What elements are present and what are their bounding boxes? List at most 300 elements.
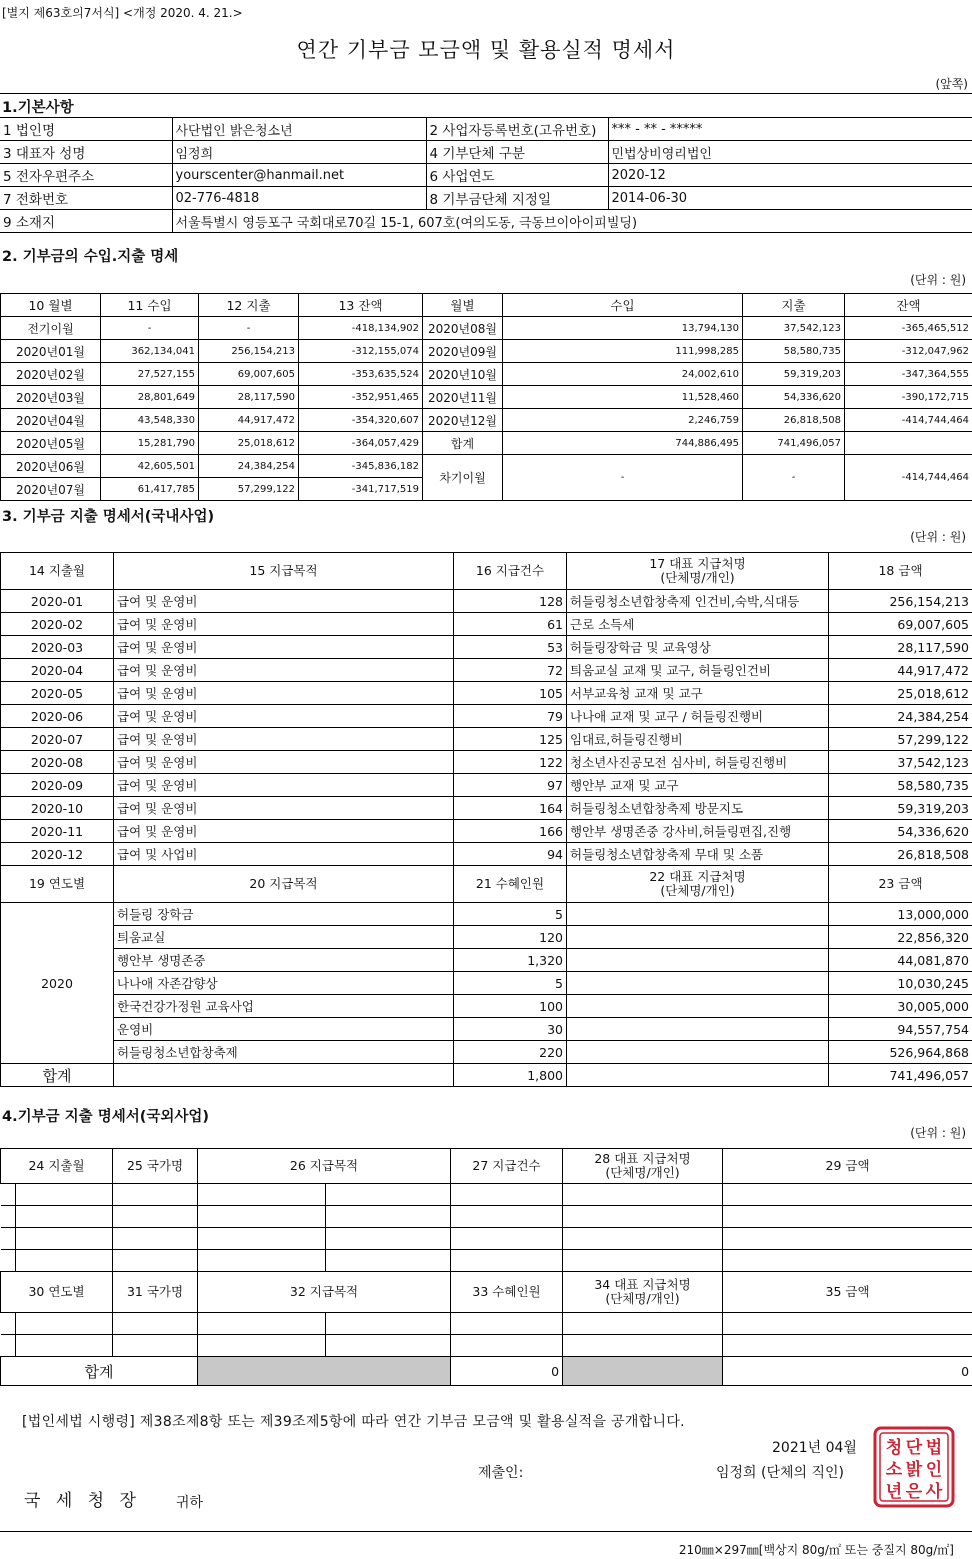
column-header: 22 대표 지급처명 (단체명/개인) [567, 866, 829, 903]
amount-cell: -352,951,465 [299, 386, 423, 409]
amount-cell: 24,002,610 [503, 363, 743, 386]
empty-cell [113, 1335, 198, 1357]
empty-cell [198, 1206, 326, 1228]
basic-row [0, 187, 972, 210]
basic-row [0, 118, 972, 141]
column-header: 32 지급목적 [198, 1272, 451, 1313]
month-cell: 2020년10월 [423, 363, 503, 386]
unit-label: (단위 : 원) [910, 273, 966, 287]
unit-label: (단위 : 원) [910, 1126, 966, 1140]
overseas-header-row [1, 1149, 972, 1184]
amount-cell: 10,030,245 [829, 972, 972, 995]
recipient-cell: 행안부 교재 및 교구 [567, 774, 829, 797]
recipient-cell: 허들링장학금 및 교육영상 [567, 636, 829, 659]
domestic-row [1, 590, 972, 613]
amount-cell: 26,818,508 [743, 409, 845, 432]
column-header: 25 국가명 [113, 1149, 198, 1184]
empty-cell [16, 1206, 113, 1228]
recipient-cell: 청소년사진공모전 심사비, 허들링진행비 [567, 751, 829, 774]
empty-cell [113, 1250, 198, 1272]
overseas-empty-row [1, 1228, 972, 1250]
domestic-year-row [1, 1018, 972, 1041]
empty-cell [451, 1313, 563, 1335]
amount-cell: 42,605,501 [101, 455, 199, 478]
month-cell: 2020-04 [1, 659, 114, 682]
empty-cell [113, 1184, 198, 1206]
section-overseas-title: 4.기부금 지출 명세서(국외사업) [2, 1109, 210, 1125]
front-page-label: (앞쪽) [935, 77, 968, 91]
empty-cell [1, 1228, 16, 1250]
recipient-cell [567, 972, 829, 995]
count-cell: 79 [454, 705, 567, 728]
recipient-cell: 임대료,허들링진행비 [567, 728, 829, 751]
empty-cell [563, 1250, 723, 1272]
basic-row [0, 164, 972, 187]
empty-cell [723, 1313, 972, 1335]
amount-cell: 30,005,000 [829, 995, 972, 1018]
address-value: 서울특별시 영등포구 국회대로70길 15-1, 607호(여의도동, 극동브이아이피빌딩) [172, 210, 972, 233]
amount-cell: -414,744,464 [845, 455, 972, 501]
month-cell: 2020-05 [1, 682, 114, 705]
column-header: 지출 [743, 294, 845, 317]
basic-info-table [0, 117, 972, 233]
empty-cell [16, 1313, 113, 1335]
field-label: 7 전화번호 [0, 187, 172, 210]
amount-cell: 43,548,330 [101, 409, 199, 432]
column-header: 33 수혜인원 [451, 1272, 563, 1313]
flow-row [1, 409, 972, 432]
count-cell: 94 [454, 843, 567, 866]
overseas-header-row [1, 1272, 972, 1313]
domestic-row [1, 659, 972, 682]
recipient-cell: 허들링청소년합창축제 방문지도 [567, 797, 829, 820]
month-cell: 2020-02 [1, 613, 114, 636]
purpose-cell: 급여 및 운영비 [114, 797, 454, 820]
amount-cell: -414,744,464 [845, 409, 972, 432]
month-cell: 2020년01월 [1, 340, 101, 363]
domestic-row [1, 797, 972, 820]
amount-cell: 13,000,000 [829, 903, 972, 926]
divider [0, 93, 972, 94]
month-cell: 2020년12월 [423, 409, 503, 432]
empty-cell [451, 1335, 563, 1357]
empty-cell [326, 1228, 451, 1250]
amount-cell: 69,007,605 [199, 363, 299, 386]
year-cell: 2020 [1, 903, 114, 1064]
overseas-empty-row [1, 1206, 972, 1228]
field-label: 6 사업연도 [426, 164, 608, 187]
amount-cell: 58,580,735 [743, 340, 845, 363]
empty-cell [198, 1228, 326, 1250]
recipient-cell [567, 903, 829, 926]
purpose-cell: 급여 및 운영비 [114, 820, 454, 843]
month-cell: 2020-08 [1, 751, 114, 774]
column-header: 31 국가명 [113, 1272, 198, 1313]
month-cell: 2020-10 [1, 797, 114, 820]
field-label: 9 소재지 [0, 210, 172, 233]
amount-cell: 54,336,620 [829, 820, 972, 843]
count-cell: 5 [454, 903, 567, 926]
field-label: 5 전자우편주소 [0, 164, 172, 187]
amount-cell: 28,801,649 [101, 386, 199, 409]
recipient: 국 세 청 장 [24, 1491, 141, 1511]
count-cell: 122 [454, 751, 567, 774]
amount-cell: 44,917,472 [829, 659, 972, 682]
month-cell: 2020년05월 [1, 432, 101, 455]
empty-cell [16, 1228, 113, 1250]
flow-row [1, 432, 972, 455]
recipient-cell [567, 1041, 829, 1064]
total-count: 0 [451, 1357, 563, 1386]
purpose-cell: 행안부 생명존중 [114, 949, 454, 972]
empty-cell [326, 1335, 451, 1357]
amount-cell: 24,384,254 [199, 455, 299, 478]
column-header: 24 지출월 [1, 1149, 113, 1184]
column-header: 20 지급목적 [114, 866, 454, 903]
month-cell: 전기이월 [1, 317, 101, 340]
amount-cell: -347,364,555 [845, 363, 972, 386]
count-cell: 5 [454, 972, 567, 995]
purpose-cell: 급여 및 운영비 [114, 590, 454, 613]
empty-cell [563, 1313, 723, 1335]
empty-cell [1, 1313, 16, 1335]
column-header: 27 지급건수 [451, 1149, 563, 1184]
field-value: 2020-12 [608, 164, 972, 187]
column-header: 29 금액 [723, 1149, 972, 1184]
field-label: 4 기부단체 구분 [426, 141, 608, 164]
amount-cell: 57,299,122 [829, 728, 972, 751]
flow-row [1, 455, 972, 478]
domestic-row [1, 820, 972, 843]
total-label: 합계 [1, 1064, 114, 1087]
amount-cell: 256,154,213 [199, 340, 299, 363]
empty-cell [451, 1184, 563, 1206]
empty-cell [723, 1335, 972, 1357]
column-header: 14 지출월 [1, 553, 114, 590]
overseas-table [0, 1148, 972, 1386]
empty-cell [567, 1064, 829, 1087]
amount-cell: 28,117,590 [829, 636, 972, 659]
domestic-table [0, 552, 972, 1087]
submitter-label: 제출인: [478, 1465, 524, 1481]
domestic-row [1, 728, 972, 751]
column-header: 23 금액 [829, 866, 972, 903]
purpose-cell: 급여 및 운영비 [114, 728, 454, 751]
month-cell: 2020년03월 [1, 386, 101, 409]
svg-text:은: 은 [905, 1482, 923, 1502]
domestic-header-row [1, 866, 972, 903]
empty-cell [114, 1064, 454, 1087]
amount-cell: - [101, 317, 199, 340]
amount-cell: 2,246,759 [503, 409, 743, 432]
domestic-year-row [1, 995, 972, 1018]
amount-cell: 13,794,130 [503, 317, 743, 340]
domestic-total-row [1, 1064, 972, 1087]
svg-text:단: 단 [905, 1438, 923, 1458]
basic-row [0, 141, 972, 164]
purpose-cell: 급여 및 운영비 [114, 774, 454, 797]
empty-cell [451, 1228, 563, 1250]
month-cell: 2020년08월 [423, 317, 503, 340]
basic-row [0, 210, 972, 233]
amount-cell: 11,528,460 [503, 386, 743, 409]
amount-cell: 58,580,735 [829, 774, 972, 797]
domestic-row [1, 843, 972, 866]
amount-cell: -390,172,715 [845, 386, 972, 409]
recipient-cell [567, 995, 829, 1018]
field-value: 02-776-4818 [172, 187, 426, 210]
amount-cell: 54,336,620 [743, 386, 845, 409]
purpose-cell: 틔움교실 [114, 926, 454, 949]
empty-cell [723, 1228, 972, 1250]
field-value: 임정희 [172, 141, 426, 164]
empty-cell [198, 1313, 326, 1335]
empty-cell [1, 1335, 16, 1357]
column-header: 16 지급건수 [454, 553, 567, 590]
shaded-cell [198, 1357, 451, 1386]
recipient-cell [567, 926, 829, 949]
month-cell: 2020-01 [1, 590, 114, 613]
empty-cell [1, 1206, 16, 1228]
form-note: [별지 제63호의7서식] <개정 2020. 4. 21.> [2, 6, 243, 20]
amount-cell [845, 432, 972, 455]
domestic-header-row [1, 553, 972, 590]
domestic-row [1, 751, 972, 774]
amount-cell: -418,134,902 [299, 317, 423, 340]
svg-text:소: 소 [885, 1460, 903, 1480]
count-cell: 100 [454, 995, 567, 1018]
empty-cell [723, 1184, 972, 1206]
recipient-cell: 틔움교실 교재 및 교구, 허들링인건비 [567, 659, 829, 682]
empty-cell [563, 1335, 723, 1357]
count-cell: 164 [454, 797, 567, 820]
empty-cell [326, 1313, 451, 1335]
amount-cell: - [503, 455, 743, 501]
recipient-cell: 허들링청소년합창축제 무대 및 소품 [567, 843, 829, 866]
overseas-empty-row [1, 1184, 972, 1206]
total-amount: 0 [723, 1357, 972, 1386]
purpose-cell: 급여 및 사업비 [114, 843, 454, 866]
divider [0, 1531, 972, 1532]
recipient-cell: 행안부 생명존중 강사비,허들링편집,진행 [567, 820, 829, 843]
amount-cell: 28,117,590 [199, 386, 299, 409]
law-statement: [법인세법 시행령] 제38조제8항 또는 제39조제5항에 따라 연간 기부금 모금액 및 활용실적을 공개합니다. [22, 1414, 685, 1430]
column-header: 21 수혜인원 [454, 866, 567, 903]
submitter-name: 임정희 (단체의 직인) [716, 1465, 845, 1481]
empty-cell [113, 1228, 198, 1250]
paper-spec: 210㎜×297㎜[백상지 80g/㎡ 또는 중질지 80g/㎡] [678, 1543, 954, 1557]
month-cell: 2020년07월 [1, 478, 101, 501]
recipient-cell: 근로 소득세 [567, 613, 829, 636]
empty-cell [198, 1250, 326, 1272]
amount-cell: 44,917,472 [199, 409, 299, 432]
domestic-row [1, 705, 972, 728]
column-header: 10 월별 [1, 294, 101, 317]
overseas-empty-row [1, 1313, 972, 1335]
empty-cell [113, 1313, 198, 1335]
column-header: 월별 [423, 294, 503, 317]
carry-label: 차기이월 [423, 455, 503, 501]
field-value: 민법상비영리법인 [608, 141, 972, 164]
field-value: 2014-06-30 [608, 187, 972, 210]
month-cell: 2020년11월 [423, 386, 503, 409]
column-header: 34 대표 지급처명 (단체명/개인) [563, 1272, 723, 1313]
submit-date: 2021년 04월 [772, 1440, 857, 1456]
month-cell: 2020년06월 [1, 455, 101, 478]
svg-text:밝: 밝 [905, 1460, 923, 1480]
flow-header-row [1, 294, 972, 317]
column-header: 19 연도별 [1, 866, 114, 903]
empty-cell [16, 1250, 113, 1272]
amount-cell: 25,018,612 [829, 682, 972, 705]
flow-row [1, 340, 972, 363]
empty-cell [1, 1184, 16, 1206]
count-cell: 61 [454, 613, 567, 636]
purpose-cell: 나나애 자존감향상 [114, 972, 454, 995]
amount-cell: -365,465,512 [845, 317, 972, 340]
field-label: 3 대표자 성명 [0, 141, 172, 164]
total-label: 합계 [1, 1357, 198, 1386]
honorific: 귀하 [176, 1495, 204, 1511]
purpose-cell: 운영비 [114, 1018, 454, 1041]
recipient-cell: 서부교육청 교재 및 교구 [567, 682, 829, 705]
flow-table [0, 293, 972, 501]
purpose-cell: 급여 및 운영비 [114, 682, 454, 705]
amount-cell: 61,417,785 [101, 478, 199, 501]
month-cell: 2020-11 [1, 820, 114, 843]
recipient-cell [567, 1018, 829, 1041]
column-header: 수입 [503, 294, 743, 317]
official-seal-stamp [872, 1425, 956, 1509]
svg-text:청: 청 [885, 1438, 903, 1458]
overseas-empty-row [1, 1335, 972, 1357]
amount-cell: -364,057,429 [299, 432, 423, 455]
amount-cell: - [743, 455, 845, 501]
amount-cell: 69,007,605 [829, 613, 972, 636]
section-basic-title: 1.기본사항 [2, 100, 74, 116]
count-cell: 53 [454, 636, 567, 659]
column-header: 13 잔액 [299, 294, 423, 317]
field-value: *** - ** - ***** [608, 118, 972, 141]
count-cell: 220 [454, 1041, 567, 1064]
amount-cell: -354,320,607 [299, 409, 423, 432]
field-label: 2 사업자등록번호(고유번호) [426, 118, 608, 141]
domestic-row [1, 636, 972, 659]
amount-cell: - [199, 317, 299, 340]
count-cell: 1,320 [454, 949, 567, 972]
month-cell: 2020년04월 [1, 409, 101, 432]
field-value: yourscenter@hanmail.net [172, 164, 426, 187]
count-cell: 120 [454, 926, 567, 949]
amount-cell: 24,384,254 [829, 705, 972, 728]
purpose-cell: 급여 및 운영비 [114, 751, 454, 774]
purpose-cell: 급여 및 운영비 [114, 705, 454, 728]
amount-cell: 25,018,612 [199, 432, 299, 455]
amount-cell: 94,557,754 [829, 1018, 972, 1041]
purpose-cell: 허들링청소년합창축제 [114, 1041, 454, 1064]
svg-text:법: 법 [925, 1438, 943, 1458]
amount-cell: 15,281,790 [101, 432, 199, 455]
amount-cell: 744,886,495 [503, 432, 743, 455]
field-label: 1 법인명 [0, 118, 172, 141]
month-cell: 2020-06 [1, 705, 114, 728]
count-cell: 30 [454, 1018, 567, 1041]
column-header: 17 대표 지급처명 (단체명/개인) [567, 553, 829, 590]
amount-cell: 22,856,320 [829, 926, 972, 949]
recipient-cell: 나나애 교재 및 교구 / 허들링진행비 [567, 705, 829, 728]
count-cell: 166 [454, 820, 567, 843]
month-cell: 2020-09 [1, 774, 114, 797]
amount-cell: 27,527,155 [101, 363, 199, 386]
empty-cell [326, 1184, 451, 1206]
domestic-row [1, 682, 972, 705]
amount-cell: 741,496,057 [743, 432, 845, 455]
month-cell: 2020-03 [1, 636, 114, 659]
field-label: 8 기부금단체 지정일 [426, 187, 608, 210]
column-header: 26 지급목적 [198, 1149, 451, 1184]
amount-cell: 362,134,041 [101, 340, 199, 363]
column-header: 11 수입 [101, 294, 199, 317]
svg-text:년: 년 [885, 1482, 903, 1502]
domestic-year-row [1, 1041, 972, 1064]
flow-row [1, 363, 972, 386]
empty-cell [326, 1250, 451, 1272]
month-cell: 2020-07 [1, 728, 114, 751]
amount-cell: -353,635,524 [299, 363, 423, 386]
domestic-row [1, 774, 972, 797]
domestic-row [1, 613, 972, 636]
purpose-cell: 허들링 장학금 [114, 903, 454, 926]
empty-cell [113, 1206, 198, 1228]
column-header: 15 지급목적 [114, 553, 454, 590]
amount-cell: 526,964,868 [829, 1041, 972, 1064]
domestic-year-row [1, 949, 972, 972]
total-amount: 741,496,057 [829, 1064, 972, 1087]
empty-cell [16, 1335, 113, 1357]
empty-cell [198, 1335, 326, 1357]
amount-cell: -312,155,074 [299, 340, 423, 363]
count-cell: 125 [454, 728, 567, 751]
purpose-cell: 급여 및 운영비 [114, 636, 454, 659]
month-cell: 2020-12 [1, 843, 114, 866]
page-title: 연간 기부금 모금액 및 활용실적 명세서 [296, 38, 676, 62]
column-header: 28 대표 지급처명 (단체명/개인) [563, 1149, 723, 1184]
purpose-cell: 급여 및 운영비 [114, 659, 454, 682]
amount-cell: -341,717,519 [299, 478, 423, 501]
amount-cell: 44,081,870 [829, 949, 972, 972]
column-header: 18 금액 [829, 553, 972, 590]
empty-cell [563, 1184, 723, 1206]
column-header: 30 연도별 [1, 1272, 113, 1313]
empty-cell [326, 1206, 451, 1228]
unit-label: (단위 : 원) [910, 530, 966, 544]
count-cell: 105 [454, 682, 567, 705]
amount-cell: 256,154,213 [829, 590, 972, 613]
count-cell: 128 [454, 590, 567, 613]
empty-cell [451, 1206, 563, 1228]
empty-cell [16, 1184, 113, 1206]
svg-text:사: 사 [925, 1482, 943, 1502]
empty-cell [1, 1250, 16, 1272]
amount-cell: -312,047,962 [845, 340, 972, 363]
amount-cell: 37,542,123 [829, 751, 972, 774]
month-cell: 2020년09월 [423, 340, 503, 363]
amount-cell: 59,319,203 [829, 797, 972, 820]
column-header: 35 금액 [723, 1272, 972, 1313]
section-flow-title: 2. 기부금의 수입.지출 명세 [2, 249, 179, 265]
month-cell: 합계 [423, 432, 503, 455]
field-value: 사단법인 밝은청소년 [172, 118, 426, 141]
